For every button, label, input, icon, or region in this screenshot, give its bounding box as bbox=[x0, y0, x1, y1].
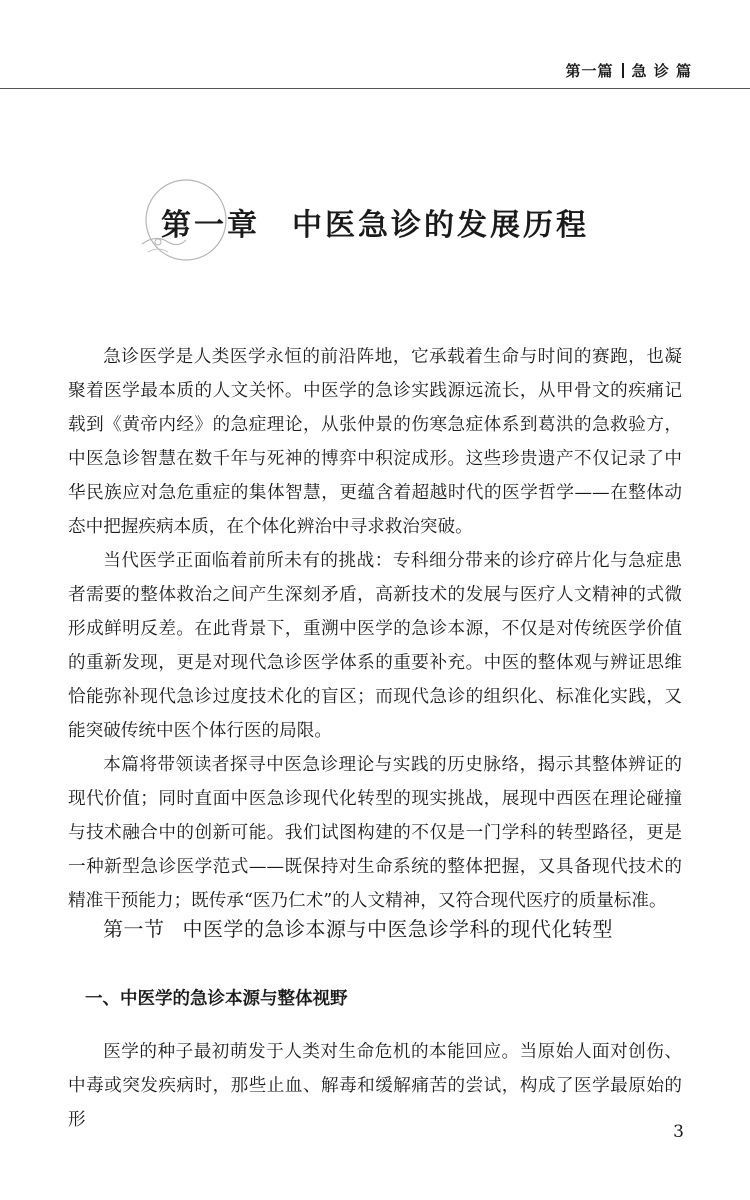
paragraph: 当代医学正面临着前所未有的挑战：专科细分带来的诊疗碎片化与急症患者需要的整体救治之间产生深刻矛盾，高新技术的发展与医疗人文精神的式微形成鲜明反差。在此背景下，重溯中医学的急诊本源，不仅是对传统医学价值的重新发现，更是对现代急诊医学体系的重要补充。中医的整体观与辨证思维恰能弥补现代急诊过度技术化的盲区；而现代急诊的组织化、标准化实践，又能突破传统中医个体行医的局限。 bbox=[68, 551, 682, 741]
chapter-title bbox=[0, 200, 750, 244]
intro-text bbox=[68, 340, 682, 918]
chapter-number: 第一章 bbox=[161, 208, 260, 243]
paragraph: 本篇将带领读者探寻中医急诊理论与实践的历史脉络，揭示其整体辨证的现代价值；同时直面中医急诊现代化转型的现实挑战，展现中西医在理论碰撞与技术融合中的创新可能。我们试图构建的不仅是一门学科的转型路径，更是一种新型急诊医学范式——既保持对生命系统的整体把握，又具备现代技术的精准干预能力；既传承“医乃仁术”的人文精神，又符合现代医疗的质量标准。 bbox=[68, 755, 682, 911]
running-header-part: 第一篇 bbox=[565, 62, 614, 80]
paragraph: 急诊医学是人类医学永恒的前沿阵地，它承载着生命与时间的赛跑，也凝聚着医学最本质的人文关怀。中医学的急诊实践源远流长，从甲骨文的疾痛记载到《黄帝内经》的急症理论，从张仲景的伤寒急症体系到葛洪的急救验方，中医急诊智慧在数千年与死神的博弈中积淀成形。这些珍贵遗产不仅记录了中华民族应对急危重症的集体智慧，更蕴含着超越时代的医学哲学——在整体动态中把握疾病本质，在个体化辨治中寻求救治突破。 bbox=[68, 347, 682, 537]
page-number: 3 bbox=[673, 1122, 684, 1142]
section-number: 第一节 bbox=[103, 917, 165, 941]
paragraph: 医学的种子最初萌发于人类对生命危机的本能回应。当原始人面对创伤、中毒或突发疾病时，那些止血、解毒和缓解痛苦的尝试，构成了医学最原始的形 bbox=[68, 1042, 682, 1130]
section-title bbox=[103, 913, 613, 942]
body-text bbox=[68, 1035, 682, 1137]
running-header-section: 急 诊 篇 bbox=[631, 62, 692, 80]
section-title-text: 中医学的急诊本源与中医急诊学科的现代化转型 bbox=[182, 917, 613, 941]
subsection-title: 一、中医学的急诊本源与整体视野 bbox=[85, 989, 348, 1009]
header-rule bbox=[0, 88, 750, 89]
running-header bbox=[566, 60, 692, 81]
running-header-separator bbox=[622, 63, 624, 78]
chapter-title-text: 中医急诊的发展历程 bbox=[292, 208, 589, 243]
